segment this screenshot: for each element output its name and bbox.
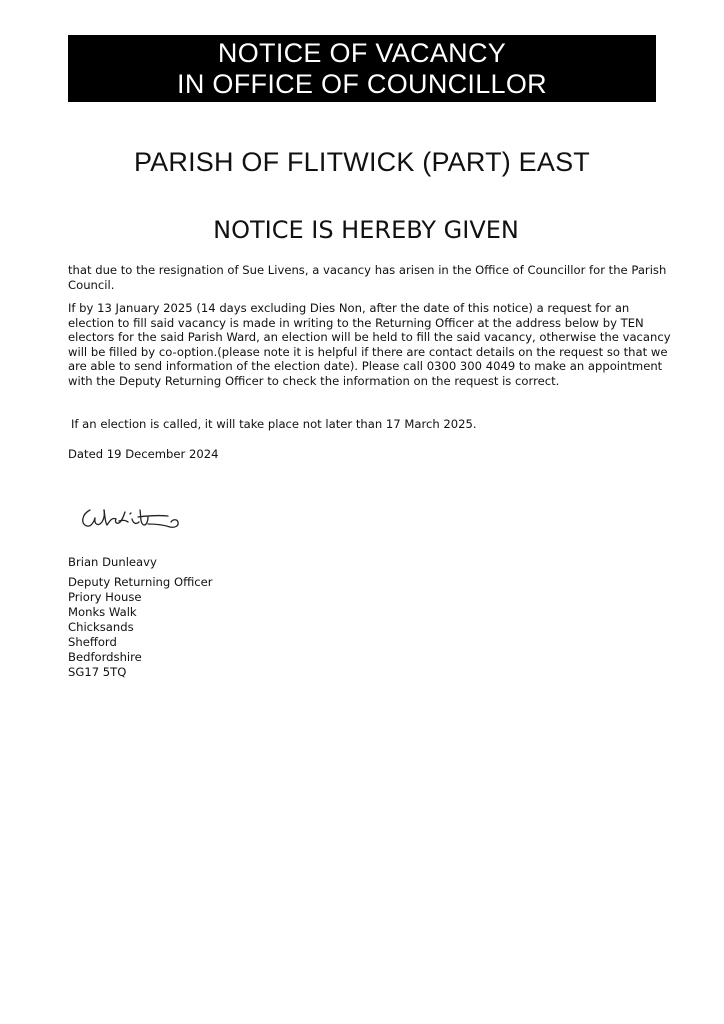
address-line: Bedfordshire	[68, 650, 142, 664]
signatory-title: Deputy Returning Officer	[68, 575, 213, 589]
header-line-2: IN OFFICE OF COUNCILLOR	[177, 69, 547, 99]
signatory-block	[68, 555, 368, 680]
address-line: Chicksands	[68, 620, 134, 634]
header-banner	[68, 35, 656, 102]
header-line-1: NOTICE OF VACANCY	[217, 38, 507, 68]
paragraph-election-request: If by 13 January 2025 (14 days excluding Dies Non, after the date of this notice) a request for an election to fill said vacancy is made in writing to the Returning Officer at the address below by TEN electors for the said Parish Ward, an election will be held to fill the said vacancy, otherwise the vacancy will be filled by co-option.(please note it is helpful if there are contact details on the request so that we are able to send information of the election date). Please call 0300 300 4049 to make an appointment with the Deputy Returning Officer to check the information on the request is correct.	[68, 301, 671, 388]
signature-icon	[78, 500, 194, 536]
paragraph-resignation: that due to the resignation of Sue Livens, a vacancy has arisen in the Office of Councillor for the Parish Council.	[68, 263, 667, 292]
address-line: SG17 5TQ	[68, 665, 127, 679]
paragraph-dated: Dated 19 December 2024	[68, 447, 219, 461]
parish-title: PARISH OF FLITWICK (PART) EAST	[133, 147, 591, 177]
notice-heading: NOTICE IS HEREBY GIVEN	[213, 216, 519, 244]
address-line: Shefford	[68, 635, 117, 649]
address-line: Monks Walk	[68, 605, 137, 619]
paragraph-election-date: If an election is called, it will take place not later than 17 March 2025.	[71, 417, 477, 431]
signatory-name: Brian Dunleavy	[68, 555, 157, 569]
address-line: Priory House	[68, 590, 142, 604]
